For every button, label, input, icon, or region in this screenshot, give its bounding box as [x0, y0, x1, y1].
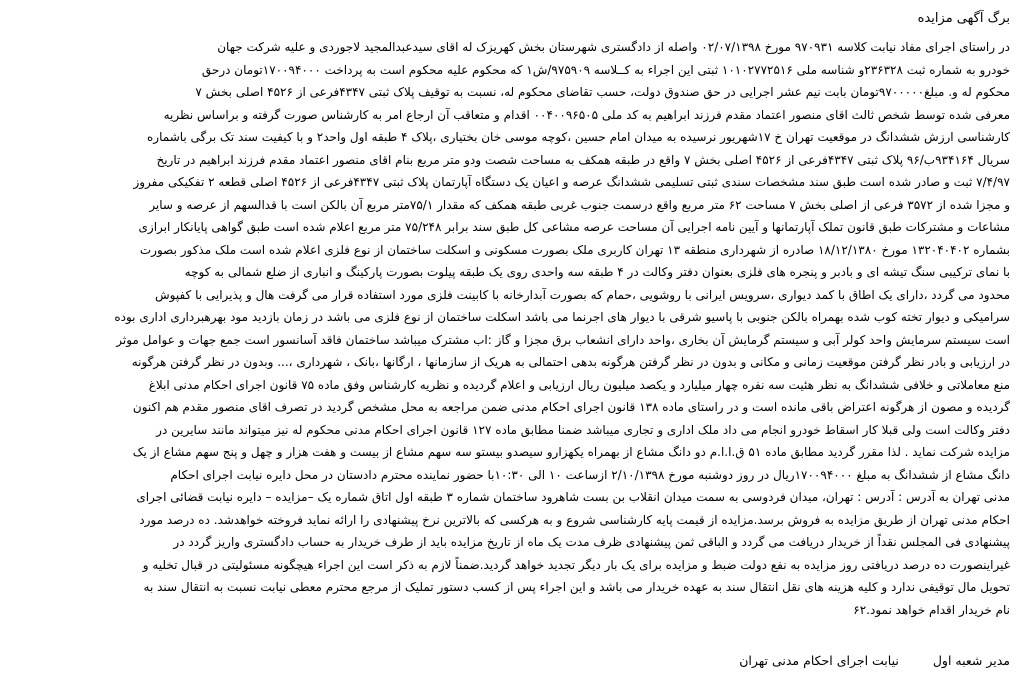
body-line: غیراینصورت ده درصد دریافتی روز مزایده به نفع دولت ضبط و مزایده برای یک بار دیگر تجدید خواهد گردید.ضمناً لازم به ذکر است این اجراء هیچگونه مسئولیتی در قبال تخلیه و: [142, 557, 1010, 572]
body-line: دانگ مشاع از ششدانگ به مبلغ ۱۷۰۰۹۴۰۰۰ریال در روز دوشنبه مورخ ۲/۱۰/۱۳۹۸ ازساعت ۱۰ الی ۱۰:۳۰با حضور نماینده محترم دادستان در محل دایره نیابت اجرای احکام: [170, 467, 1010, 482]
body-line: با نمای ترکیبی سنگ تیشه ای و بادبر و پنجره های فلزی بعنوان دفتر وکالت در ۴ طبقه سه واحدی روی یک طبقه پیلوت بصورت پارکینگ و انباری از ضلع شمالی به کوچه: [184, 265, 1010, 279]
body-line: محدود می گردد ،دارای یک اطاق با کمد دیواری ،سرویس ایرانی با روشویی ،حمام که بصورت آبدارخانه با کابینت فلزی مورد استفاده قرار می گرفت هال و پذیرایی با کفپوش: [155, 287, 1010, 302]
body-line: در راستای اجرای مفاد نیابت کلاسه ۹۷۰۹۳۱ مورخ ۰۲/۰۷/۱۳۹۸ واصله از دادگستری شهرستان بخش کهریزک له اقای سیدعبدالمجید لاجوردی و علیه شرکت جهان: [217, 40, 1010, 54]
body-line: نام خریدار اقدام خواهد نمود.۶۲: [853, 602, 1010, 617]
body-line: در ارزیابی و بادر نظر گرفتن موقعیت زمانی و مکانی و بدون در نظر گرفتن هرگونه بدهی احتمالی به هریک از سازمانها ، ارگانها ،بانک ، شهرداری ،... وبدون در نظر گرفتن هرگونه: [131, 355, 1010, 369]
body-line: منع معاملاتی و خلافی ششدانگ به نظر هئیت سه نفره چهار میلیارد و یکصد میلیون ریال ارزیابی و اعلام گردیده و نظریه کارشناس وفق ماده ۷۵ قانون اجرای احکام مدنی ابلاغ: [148, 377, 1010, 392]
body-line: گردیده و مصون از هرگونه اعتراض باقی مانده است و در راستای ماده ۱۳۸ قانون اجرای احکام مدنی ضمن مراجعه به محل مشخص گردید در تصرف اقای منصور مقدم هم اکنون: [132, 400, 1010, 414]
body-line: محکوم له و. مبلغ۹۷۰۰۰۰۰تومان بابت نیم عشر اجرایی در حق صندوق دولت، حسب تقاضای محکوم له، نسبت به توقیف پلاک ثبتی ۴۳۴۷فرعی از ۴۵۲۶ اصلی بخش ۷: [195, 85, 1010, 99]
notice-body: [14, 36, 1010, 621]
body-line: احکام مدنی تهران از طریق مزایده به فروش برسد.مزایده از قیمت پایه کارشناسی شروع و به هرکسی که بالاترین نرخ پیشنهادی را ارائه نماید فروخته خواهدشد. ده درصد مورد: [139, 512, 1010, 527]
body-line: و مجزا شده از ۳۵۷۲ فرعی از اصلی بخش ۷ مساحت ۶۲ متر مربع واقع درسمت جنوب غربی طبقه همکف که مقدار ۷۵/۱متر مربع آن بالکن است با قدالسهم از عرصه و سایر: [149, 197, 1010, 212]
body-line: سریال ۹۳۴۱۶۴ب/۹۶ پلاک ثبتی ۴۳۴۷فرعی از ۴۵۲۶ اصلی بخش ۷ واقع در طبقه همکف به مساحت شصت ودو متر مربع بنام اقای منصور اعتماد مقدم فرزند ابراهیم در تاریخ: [156, 152, 1010, 167]
notice-signature: [739, 652, 1010, 670]
body-line: است سیستم سرمایش واحد کولر آبی و سیستم گرمایش آن بخاری ،واحد دارای انشعاب برق مجزا و گاز :اب مشترک میباشد ساختمان فاقد آسانسور است جمع جهات و عوامل موثر: [116, 332, 1010, 347]
body-line: کارشناسی ارزش ششدانگ در موقعیت تهران خ ۱۷شهریور نرسیده به میدان امام حسین ،کوچه موسی خان بختیاری ،پلاک ۴ طبقه اول واحد۲ و با کیفیت سند تک برگی باشماره: [147, 130, 1010, 144]
body-line: مشاعات و مشترکات طبق قانون تملک آپارتمانها و آیین نامه اجرایی آن مساحت عرصه مشاعی کل طبق سند برابر ۷۵/۲۴۸ متر مربع اعلام شده است طبق گواهی پایانکار ابرازی: [138, 220, 1010, 234]
body-line: معرفی شده توسط شخص ثالث اقای منصور اعتماد مقدم فرزند ابراهیم به کد ملی ۰۰۴۰۰۹۶۵۰۵ اقدام و متعاقب آن ارجاع امر به کارشناس صورت گرفته و براساس نظریه: [163, 107, 1010, 122]
body-line: خودرو به شماره ثبت ۲۳۶۳۲۸و شناسه ملی ۱۰۱۰۲۷۷۲۵۱۶ ثبتی این اجراء به کــلاسه ۹۷۵۹۰۹/ش۱ که محکوم علیه محکوم است به پرداخت ۱۷۰۰۹۴۰۰۰تومان درحق: [201, 62, 1010, 77]
body-line: دفتر وکالت است ولی قبلا کار اسقاط خودرو انجام می داد ملک اداری و تجاری میباشد ضمنا مطابق ماده ۱۲۷ قانون اجرای احکام مدنی محکوم له نیز میتواند مانند سایرین در: [156, 422, 1010, 437]
body-line: مدنی تهران به آدرس : آدرس : تهران، میدان فردوسی به سمت میدان انقلاب بن بست شاهرود ساختمان شماره ۳ طبقه اول اتاق شماره یک –مزایده – دایره نیابت قضائی اجرای: [136, 490, 1010, 504]
signer-role: مدیر شعبه اول: [932, 653, 1010, 668]
signer-office: نیابت اجرای احکام مدنی تهران: [739, 653, 899, 668]
body-line: تحویل مال توقیفی ندارد و کلیه هزینه های نقل انتقال سند به عهده خریدار می باشد و این اجراء پس از کسب دستور تملیک از مرجع محترم معطی نیابت نسبت به انتقال سند به: [143, 580, 1010, 594]
body-line: ۷/۴/۹۷ ثبت و صادر شده است طبق سند مشخصات سندی ثبتی تسلیمی ششدانگ عرصه و اعیان یک دستگاه آپارتمان پلاک ثبتی ۴۳۴۷فرعی از ۴۵۲۶ اصلی قطعه ۲ تفکیکی مفروز: [133, 175, 1010, 189]
body-line: پیشنهادی فی المجلس نقداً از خریدار دریافت می گردد و الباقی ثمن پیشنهادی ظرف مدت یک ماه از تاریخ مزایده باید از طرف خریدار به حساب دادگستری واریز گردد در: [173, 535, 1010, 549]
body-line: مزایده شرکت نماید . لذا مقرر گردید مطابق ماده ۵۱ ق.ا.ا.م دو دانگ مشاع از بهمراه یکهزارو سیصدو بیستو سه سهم مشاع از بیست و هفت هزار و چهل و پنج سهم مشاع از یک: [132, 445, 1010, 459]
body-line: سرامیکی و دیوار تخته کوب شده بهمراه بالکن جنوبی با پاسیو شرقی با دیوار های اجرنما می باشد اسکلت ساختمان از نوع فلزی می باشد در زمان بازدید مود بهرهبرداری اداری بوده: [114, 310, 1010, 324]
body-line: بشماره ۱۳۲۰۴۰۴۰۲ مورخ ۱۸/۱۲/۱۳۸۰ صادره از شهرداری منطقه ۱۳ تهران کاربری ملک بصورت مسکونی و اسکلت ساختمان از نوع فلزی اعلام شده است ملک مذکور بصورت: [139, 242, 1010, 257]
notice-title: برگ آگهی مزایده: [917, 11, 1010, 26]
